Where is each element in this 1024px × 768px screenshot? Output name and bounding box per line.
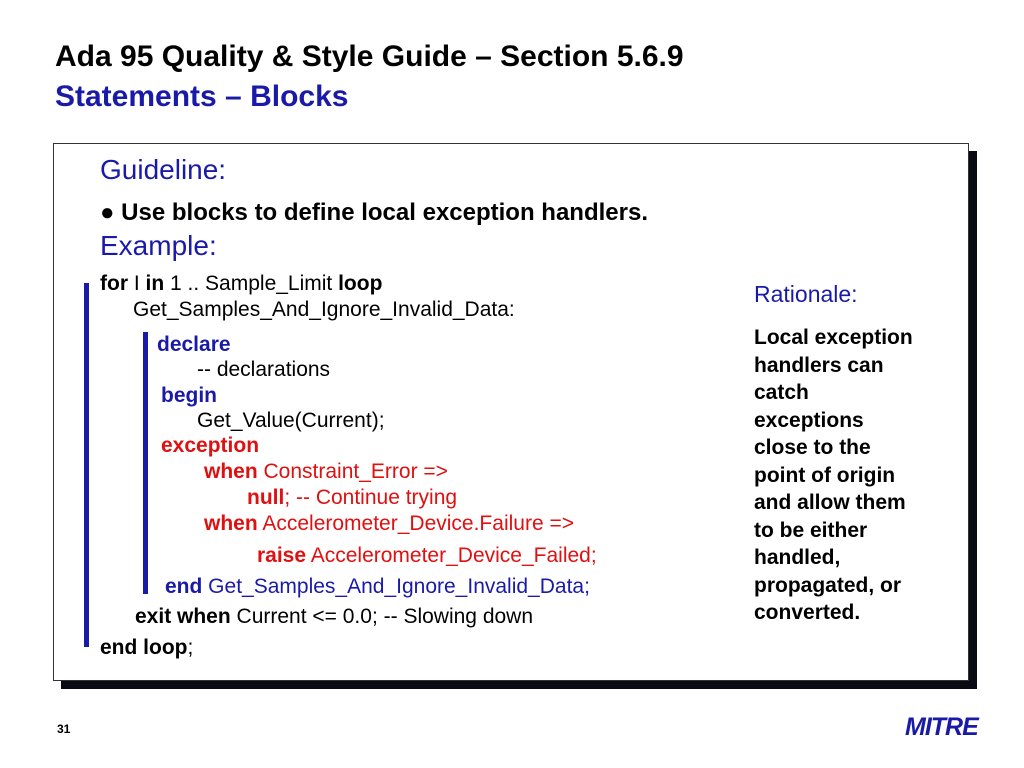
code-line-8 — [204, 460, 448, 484]
code-line-4: -- declarations — [197, 358, 331, 381]
example-heading: Example: — [100, 230, 217, 261]
code-text: I — [128, 272, 146, 295]
code-line-5: begin — [161, 384, 217, 407]
rationale-line: to be either — [754, 518, 868, 542]
rationale-line: converted. — [754, 601, 861, 624]
rationale-line: propagated, or — [754, 573, 902, 597]
loop-block-bar — [84, 283, 89, 647]
code-keyword: when — [204, 512, 258, 535]
code-text: Current <= 0.0; -- Slowing down — [230, 605, 534, 628]
code-text: 1 .. Sample_Limit — [164, 272, 339, 295]
code-line-9 — [247, 486, 457, 510]
guideline-bullet — [100, 199, 648, 227]
rationale-line: handlers can — [754, 353, 884, 377]
code-line-7: exception — [161, 434, 260, 457]
code-line-10 — [204, 512, 574, 536]
guideline-heading: Guideline: — [100, 154, 227, 185]
code-text: Accelerometer_Device.Failure => — [257, 512, 574, 535]
declare-block-bar — [143, 332, 148, 594]
code-keyword: in — [145, 272, 165, 295]
code-text: Get_Samples_And_Ignore_Invalid_Data; — [202, 575, 590, 598]
rationale-text — [754, 324, 959, 627]
code-line-13 — [135, 605, 533, 629]
mitre-logo: MITRE — [905, 713, 978, 741]
page-number: 31 — [57, 722, 71, 736]
rationale-line: exceptions — [754, 408, 864, 432]
code-line-2: Get_Samples_And_Ignore_Invalid_Data: — [133, 298, 515, 321]
code-keyword: end — [165, 575, 203, 598]
code-keyword: null — [247, 486, 285, 509]
code-keyword: loop — [338, 272, 383, 295]
code-line-6: Get_Value(Current); — [197, 409, 385, 432]
guideline-text: Use blocks to define local exception handlers. — [121, 199, 648, 226]
code-line-3: declare — [157, 333, 231, 356]
rationale-line: catch — [754, 381, 809, 404]
rationale-line: handled, — [754, 546, 841, 569]
code-keyword: for — [100, 272, 128, 295]
code-keyword: when — [204, 460, 258, 483]
code-line-1 — [100, 272, 382, 296]
code-keyword: end loop — [100, 636, 188, 659]
code-text: Accelerometer_Device_Failed; — [306, 544, 597, 567]
slide-subtitle: Statements – Blocks — [55, 80, 349, 113]
rationale-line: and allow them — [754, 491, 906, 514]
code-text: Constraint_Error => — [257, 460, 448, 483]
code-line-14 — [100, 636, 193, 660]
code-line-11 — [257, 544, 597, 568]
code-text: ; -- Continue trying — [284, 486, 458, 509]
slide-title: Ada 95 Quality & Style Guide – Section 5.6.9 — [55, 40, 684, 73]
code-keyword: raise — [257, 544, 307, 567]
rationale-heading: Rationale: — [754, 281, 858, 307]
code-line-12 — [165, 575, 590, 599]
rationale-line: close to the — [754, 436, 871, 459]
bullet-icon: ● — [100, 199, 115, 226]
rationale-line: point of origin — [754, 463, 896, 487]
code-keyword: exit when — [135, 605, 231, 628]
code-text: ; — [187, 636, 194, 659]
rationale-line: Local exception — [754, 326, 913, 349]
